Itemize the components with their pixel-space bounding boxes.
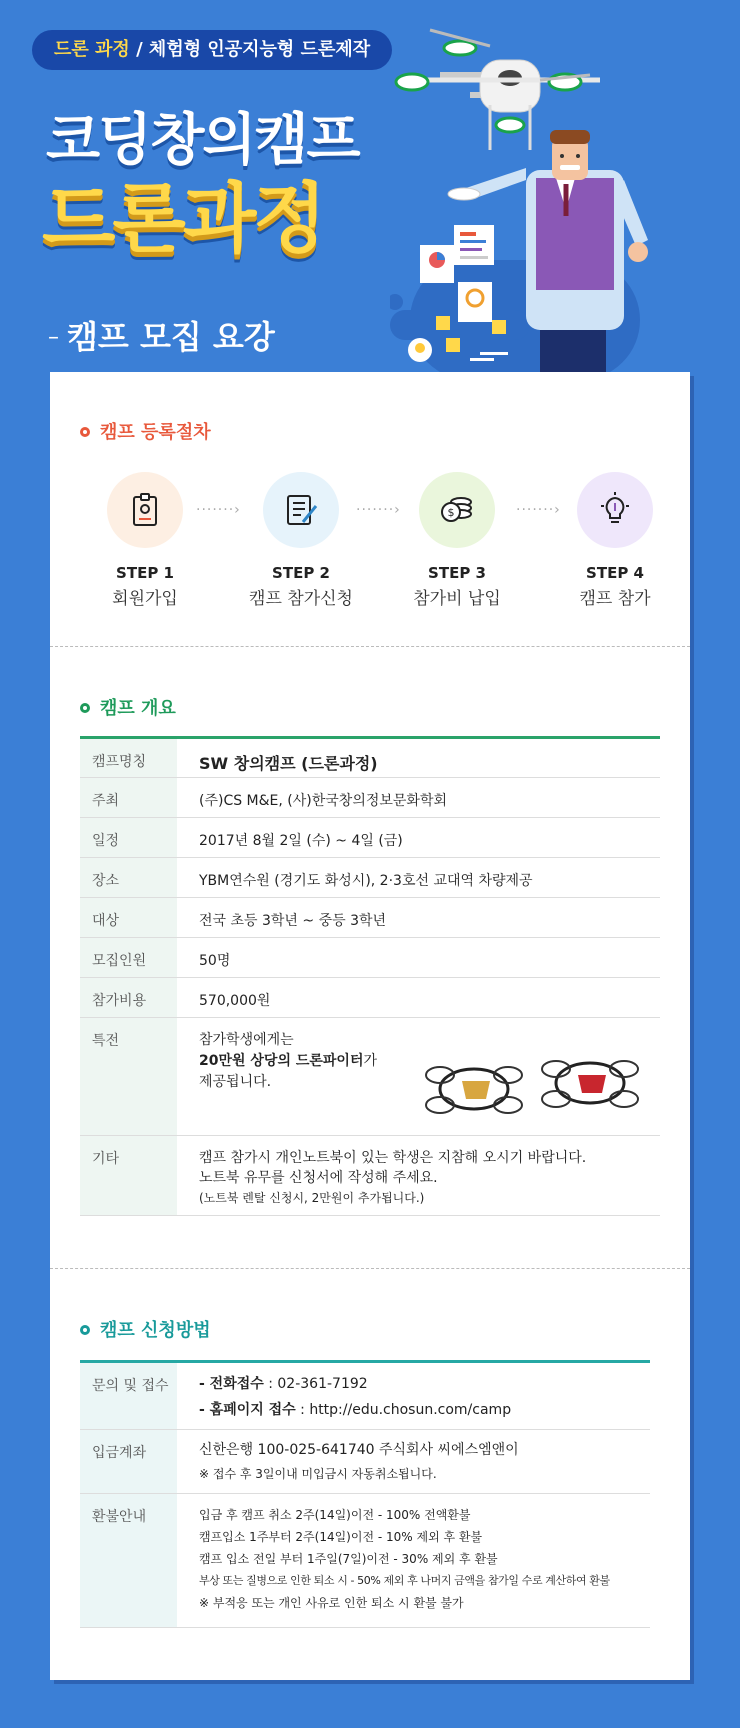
- section-title-text: 캠프 개요: [100, 698, 176, 719]
- account-value: [177, 1430, 650, 1494]
- bullet-circle-icon: [80, 703, 90, 713]
- contact-value: [177, 1362, 650, 1430]
- row-key: 환불안내: [80, 1494, 177, 1628]
- etc-line: 노트북 유무를 신청서에 작성해 주세요.: [199, 1170, 438, 1186]
- subtitle-dash: –: [48, 325, 59, 350]
- row-value: 570,000원: [177, 978, 660, 1018]
- table-row: [80, 1136, 660, 1216]
- drone-fighter-image: [414, 1051, 654, 1123]
- main-title-line2: 드론과정: [42, 174, 324, 263]
- step-label: 캠프 참가신청: [249, 589, 353, 609]
- phone-line: [199, 1371, 650, 1397]
- step-arrow-icon: ·······›: [356, 502, 401, 518]
- table-row: [80, 1430, 650, 1494]
- subtitle-text: 캠프 모집 요강: [67, 318, 275, 356]
- step-4: [550, 472, 680, 609]
- section-divider: [50, 646, 690, 647]
- table-row: [80, 938, 660, 978]
- benefit-line: 참가학생에게는: [199, 1032, 294, 1048]
- coins-icon: [439, 492, 475, 528]
- row-value: 전국 초등 3학년 ~ 중등 3학년: [177, 898, 660, 938]
- row-key: 주최: [80, 778, 177, 818]
- drone-presenter-illustration: [390, 20, 730, 372]
- row-value: YBM연수원 (경기도 화성시), 2·3호선 교대역 차량제공: [177, 858, 660, 898]
- main-title-line1: 코딩창의캠프: [46, 108, 359, 173]
- step-label: 참가비 납입: [413, 589, 501, 609]
- section-title-apply: [80, 1316, 211, 1342]
- svg-text:$: $: [447, 506, 455, 519]
- benefit-highlight: 20만원 상당의 드론파이터: [199, 1053, 364, 1069]
- step-number: STEP 1: [116, 564, 174, 582]
- web-line: [199, 1397, 650, 1423]
- row-key: 장소: [80, 858, 177, 898]
- web-address[interactable]: : http://edu.chosun.com/camp: [295, 1402, 512, 1418]
- bullet-circle-icon: [80, 1325, 90, 1335]
- step-label: 회원가입: [112, 589, 178, 609]
- account-number: 신한은행 100-025-641740 주식회사 씨에스엠앤이: [199, 1442, 519, 1458]
- step-1: [80, 472, 210, 609]
- page-subtitle: [48, 312, 275, 358]
- step-2: [236, 472, 366, 609]
- row-value: 50명: [177, 938, 660, 978]
- step-number: STEP 4: [586, 564, 644, 582]
- section-title-text: 캠프 신청방법: [100, 1320, 211, 1341]
- refund-value: [177, 1494, 650, 1628]
- refund-line: 캠프입소 1주부터 2주(14일)이전 - 10% 제외 후 환불: [199, 1530, 483, 1544]
- step-icon-circle: [263, 472, 339, 548]
- registration-steps: [80, 472, 660, 612]
- row-key: 특전: [80, 1018, 177, 1136]
- row-key: 대상: [80, 898, 177, 938]
- web-label: - 홈페이지 접수: [199, 1402, 296, 1418]
- refund-line: 입금 후 캠프 취소 2주(14일)이전 - 100% 전액환불: [199, 1508, 471, 1522]
- refund-line: 부상 또는 질병으로 인한 퇴소 시 - 50% 제외 후 나머지 금액을 참가일 수로 계산하여 환불: [199, 1574, 610, 1587]
- camp-name-value: SW 창의캠프 (드론과정): [177, 738, 660, 778]
- step-number: STEP 3: [428, 564, 486, 582]
- phone-number: : 02-361-7192: [263, 1376, 368, 1392]
- course-tag-text: / 체험형 인공지능형 드론제작: [129, 39, 371, 60]
- etc-value: [177, 1136, 660, 1216]
- etc-note: (노트북 렌탈 신청시, 2만원이 추가됩니다.): [199, 1191, 425, 1205]
- account-note: ※ 접수 후 3일이내 미입금시 자동취소됩니다.: [199, 1467, 437, 1481]
- apply-table: [80, 1360, 650, 1628]
- table-row: [80, 858, 660, 898]
- refund-line: 캠프 입소 전일 부터 1주일(7일)이전 - 30% 제외 후 환불: [199, 1552, 498, 1566]
- table-row: [80, 1494, 650, 1628]
- section-title-text: 캠프 등록절차: [100, 422, 211, 443]
- hero-banner: [0, 0, 740, 372]
- step-label: 캠프 참가: [579, 589, 651, 609]
- row-key: 기타: [80, 1136, 177, 1216]
- row-value: (주)CS M&E, (사)한국창의정보문화학회: [177, 778, 660, 818]
- row-key: 참가비용: [80, 978, 177, 1018]
- overview-table: [80, 736, 660, 1216]
- document-pen-icon: [283, 492, 319, 528]
- benefit-line: 제공됩니다.: [199, 1074, 272, 1090]
- row-key: 모집인원: [80, 938, 177, 978]
- table-row: [80, 778, 660, 818]
- step-icon-circle: [107, 472, 183, 548]
- lightbulb-icon: [597, 492, 633, 528]
- benefit-text: 가: [363, 1053, 378, 1069]
- table-row: [80, 1018, 660, 1136]
- step-3: [392, 472, 522, 609]
- step-number: STEP 2: [272, 564, 330, 582]
- section-title-registration: [80, 418, 211, 444]
- id-card-icon: [127, 492, 163, 528]
- table-row: [80, 818, 660, 858]
- etc-line: 캠프 참가시 개인노트북이 있는 학생은 지참해 오시기 바랍니다.: [199, 1150, 587, 1166]
- course-tag-highlight: 드론 과정: [54, 39, 130, 60]
- table-row: [80, 898, 660, 938]
- section-divider: [50, 1268, 690, 1269]
- course-tag: [32, 30, 392, 70]
- phone-label: - 전화접수: [199, 1376, 264, 1392]
- step-icon-circle: [577, 472, 653, 548]
- table-row: [80, 1362, 650, 1430]
- row-key: 일정: [80, 818, 177, 858]
- benefit-value: [177, 1018, 660, 1136]
- table-row: [80, 738, 660, 778]
- bullet-circle-icon: [80, 427, 90, 437]
- row-key: 캠프명칭: [80, 738, 177, 778]
- row-key: 문의 및 접수: [80, 1362, 177, 1430]
- section-title-overview: [80, 694, 176, 720]
- content-panel: [50, 372, 690, 1680]
- step-arrow-icon: ·······›: [196, 502, 241, 518]
- table-row: [80, 978, 660, 1018]
- row-value: 2017년 8월 2일 (수) ~ 4일 (금): [177, 818, 660, 858]
- row-key: 입금계좌: [80, 1430, 177, 1494]
- step-icon-circle: [419, 472, 495, 548]
- step-arrow-icon: ·······›: [516, 502, 561, 518]
- refund-line: ※ 부적응 또는 개인 사유로 인한 퇴소 시 환불 불가: [199, 1596, 464, 1610]
